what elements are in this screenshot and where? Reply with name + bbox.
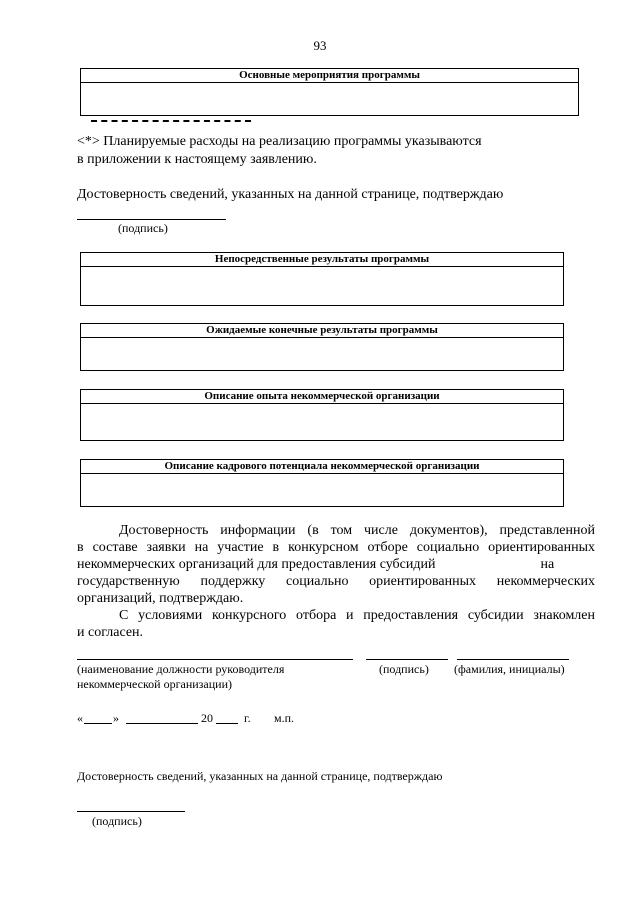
declaration-line-4: государственную поддержку социально ориентированных некоммерческих: [77, 574, 595, 589]
page-number: 93: [313, 38, 327, 53]
staff-potential-header: Описание кадрового потенциала некоммерческой организации: [81, 460, 563, 474]
position-line: [77, 659, 353, 660]
expected-results-header: Ожидаемые конечные результаты программы: [81, 324, 563, 338]
signature-line-row: [366, 659, 448, 660]
date-close-quote: »: [113, 711, 119, 725]
signature-label-row: (подпись): [379, 662, 429, 676]
date-year-suffix: г.: [244, 711, 251, 725]
date-year-prefix: 20: [201, 711, 213, 725]
direct-results-table: [80, 252, 564, 306]
date-month-line: [126, 723, 198, 724]
name-label: (фамилия, инициалы): [454, 662, 565, 676]
declaration-line-5: организаций, подтверждаю.: [77, 591, 244, 606]
staff-potential-table: [80, 459, 564, 507]
footnote-separator: [91, 120, 251, 122]
declaration-line-2: в составе заявки на участие в конкурсном отборе социально ориентированных: [77, 540, 595, 555]
signature-line-1: [77, 219, 226, 220]
conditions-line-1: С условиями конкурсного отбора и предоставления субсидии знакомлен: [119, 608, 595, 623]
date-year-line: [216, 723, 238, 724]
date-open-quote: «: [77, 711, 83, 725]
name-line: [457, 659, 569, 660]
footnote-line-1: <*> Планируемые расходы на реализацию программы указываются: [77, 134, 482, 149]
signature-line-2: [77, 811, 185, 812]
declaration-line-3: некоммерческих организаций для предоставления субсидий на: [77, 557, 555, 572]
direct-results-header: Непосредственные результаты программы: [81, 253, 563, 267]
declaration-line-1: Достоверность информации (в том числе документов), представленной: [119, 523, 595, 538]
confirm-text-2: Достоверность сведений, указанных на данной странице, подтверждаю: [77, 769, 443, 783]
seal-label: м.п.: [274, 711, 295, 725]
conditions-line-2: и согласен.: [77, 625, 144, 640]
main-activities-header: Основные мероприятия программы: [81, 69, 578, 83]
signature-label-1: (подпись): [118, 221, 168, 235]
main-activities-table: [80, 68, 579, 116]
expected-results-table: [80, 323, 564, 371]
position-label-2: некоммерческой организации): [77, 677, 233, 691]
confirm-text-1: Достоверность сведений, указанных на данной странице, подтверждаю: [77, 187, 504, 202]
footnote-line-2: в приложении к настоящему заявлению.: [77, 152, 317, 167]
signature-label-2: (подпись): [92, 814, 142, 828]
experience-header: Описание опыта некоммерческой организации: [81, 390, 563, 404]
position-label-1: (наименование должности руководителя: [77, 662, 285, 676]
experience-table: [80, 389, 564, 441]
date-day-line: [84, 723, 112, 724]
